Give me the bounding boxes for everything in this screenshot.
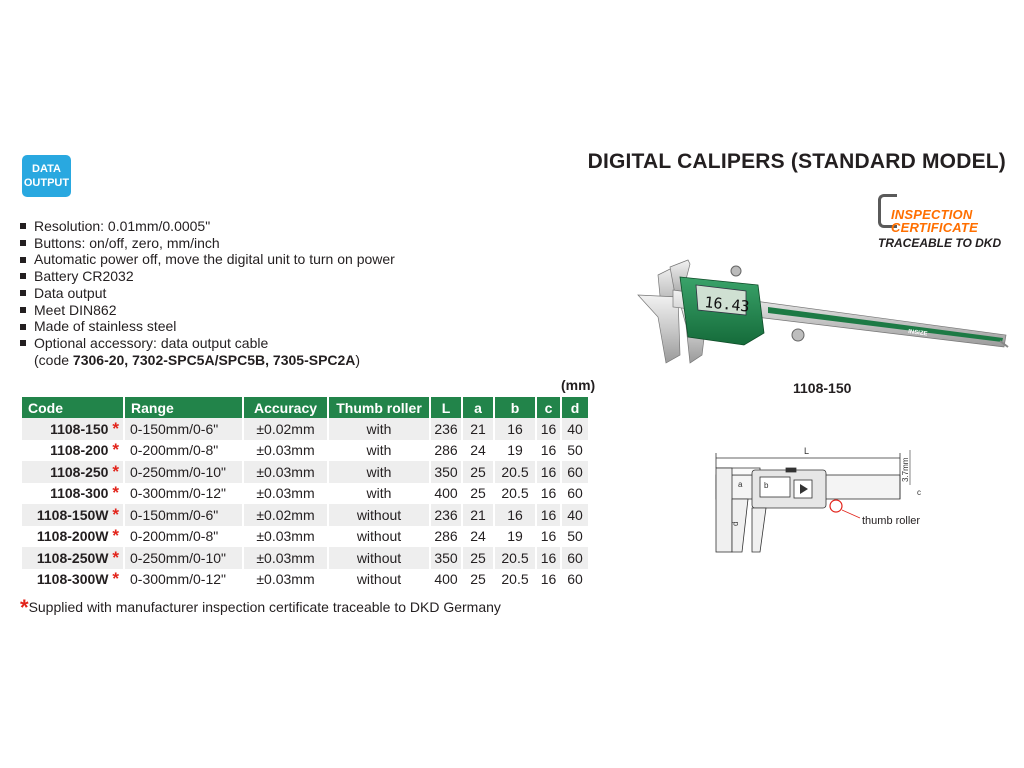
cell-a: 25 [462,461,494,483]
spec-table-body [22,418,589,590]
cell-code [22,461,124,483]
header-a: a [462,397,494,418]
cell-b: 19 [494,440,536,462]
cell-thumb-roller: without [328,569,430,591]
feature-item: Data output [20,285,395,302]
data-output-badge [22,155,71,197]
c-label: c [917,488,921,497]
thumb-roller-icon [792,329,804,341]
cell-code [22,440,124,462]
cell-accuracy: ±0.03mm [243,547,328,569]
cell-L: 286 [430,440,462,462]
cell-c: 16 [536,526,561,548]
cell-accuracy: ±0.02mm [243,418,328,440]
cell-d: 40 [561,418,589,440]
bullet-icon [20,340,26,346]
cell-code [22,483,124,505]
header-d: d [561,397,589,418]
cell-range: 0-150mm/0-6" [124,418,243,440]
cell-accuracy: ±0.02mm [243,504,328,526]
table-row [22,569,589,591]
photo-label: 1108-150 [793,380,852,396]
cell-range: 0-200mm/0-8" [124,526,243,548]
cell-c: 16 [536,418,561,440]
spec-table [22,397,590,590]
cell-c: 16 [536,547,561,569]
feature-item: Meet DIN862 [20,302,395,319]
cell-code [22,547,124,569]
footnote [20,592,501,618]
cell-code [22,526,124,548]
cell-accuracy: ±0.03mm [243,569,328,591]
cell-range: 0-200mm/0-8" [124,440,243,462]
cell-L: 350 [430,547,462,569]
cell-thumb-roller: with [328,483,430,505]
cell-d: 60 [561,569,589,591]
table-row [22,418,589,440]
unit-label: (mm) [561,377,596,393]
caliper-photo [618,255,1010,375]
badge-line-2: OUTPUT [23,177,70,189]
cell-range: 0-150mm/0-6" [124,504,243,526]
cell-b: 20.5 [494,547,536,569]
cell-L: 236 [430,418,462,440]
cell-code [22,418,124,440]
inspection-certificate-logo [876,192,1011,250]
cell-thumb-roller: without [328,547,430,569]
table-row [22,483,589,505]
code-text: 1108-200 [50,442,109,459]
header-b: b [494,397,536,418]
brand-mark: INSIZE [907,329,928,338]
cell-range: 0-300mm/0-12" [124,483,243,505]
table-row [22,526,589,548]
table-header-row [22,397,589,418]
certificate-star-icon: * [112,569,119,589]
table-row [22,547,589,569]
lcd-reading: 16.43 [703,293,751,316]
cell-L: 350 [430,461,462,483]
certificate-star-icon: * [112,504,119,524]
cell-thumb-roller: without [328,504,430,526]
cell-L: 400 [430,483,462,505]
cell-L: 286 [430,526,462,548]
code-text: 1108-200W [36,528,109,545]
cell-accuracy: ±0.03mm [243,461,328,483]
header-accuracy: Accuracy [243,397,328,418]
table-row [22,461,589,483]
cell-a: 25 [462,547,494,569]
cell-a: 24 [462,526,494,548]
diagram-fixed-jaw [716,468,732,552]
header-code: Code [22,397,124,418]
certificate-star-icon: * [112,526,119,546]
code-text: 1108-300W [36,571,109,588]
cell-c: 16 [536,504,561,526]
bullet-icon [20,273,26,279]
cell-thumb-roller: with [328,440,430,462]
cell-a: 25 [462,569,494,591]
cell-d: 50 [561,440,589,462]
cell-accuracy: ±0.03mm [243,526,328,548]
cell-thumb-roller: with [328,418,430,440]
L-label: L [804,446,810,456]
code-text: 1108-250 [50,463,109,480]
bullet-icon [20,223,26,229]
feature-item: Optional accessory: data output cable [20,335,395,352]
cell-b: 19 [494,526,536,548]
cell-d: 50 [561,526,589,548]
dimension-diagram [700,440,930,555]
cell-a: 21 [462,504,494,526]
cell-b: 16 [494,418,536,440]
cell-c: 16 [536,483,561,505]
code-text: 1108-300 [50,485,109,502]
header-c: c [536,397,561,418]
table-row [22,440,589,462]
bullet-icon [20,307,26,313]
cell-b: 20.5 [494,483,536,505]
cell-range: 0-250mm/0-10" [124,547,243,569]
cell-L: 236 [430,504,462,526]
certificate-star-icon: * [112,440,119,460]
certificate-line-2: CERTIFICATE [891,220,978,235]
header-thumb-roller: Thumb roller [328,397,430,418]
cell-code [22,569,124,591]
cell-b: 16 [494,504,536,526]
header-range: Range [124,397,243,418]
accessory-codes: (code 7306-20, 7302-SPC5A/SPC5B, 7305-SPC2A) [34,351,361,368]
feature-item: Resolution: 0.01mm/0.0005" [20,218,395,235]
certificate-star-icon: * [112,483,119,503]
certificate-star-icon: * [112,418,119,438]
cell-code [22,504,124,526]
a-label: a [738,480,743,489]
cell-a: 24 [462,440,494,462]
top-button-icon [731,266,741,276]
cell-a: 21 [462,418,494,440]
thumb-roller-marker-icon [830,500,842,512]
code-text: 1108-250W [36,549,109,566]
cell-L: 400 [430,569,462,591]
cell-thumb-roller: without [328,526,430,548]
cell-b: 20.5 [494,569,536,591]
feature-item: Made of stainless steel [20,318,395,335]
cell-c: 16 [536,440,561,462]
badge-line-1: DATA [32,163,61,175]
cell-d: 40 [561,504,589,526]
cell-range: 0-300mm/0-12" [124,569,243,591]
bullet-icon [20,290,26,296]
thumb-roller-label: thumb roller [862,515,921,527]
cell-thumb-roller: with [328,461,430,483]
thickness-label: 3.7mm [901,457,910,482]
cell-c: 16 [536,569,561,591]
bullet-icon [20,240,26,246]
cell-d: 60 [561,483,589,505]
cell-a: 25 [462,483,494,505]
footnote-text: Supplied with manufacturer inspection certificate traceable to DKD Germany [28,599,501,615]
header-L: L [430,397,462,418]
cell-c: 16 [536,461,561,483]
certificate-line-3: TRACEABLE TO DKD [878,236,1002,250]
table-row [22,504,589,526]
code-text: 1108-150 [50,420,109,437]
bullet-icon [20,257,26,263]
code-text: 1108-150W [36,506,109,523]
footnote-star: * [20,595,29,620]
cell-range: 0-250mm/0-10" [124,461,243,483]
certificate-star-icon: * [112,547,119,567]
bullet-icon [20,324,26,330]
cell-d: 60 [561,547,589,569]
certificate-line-1: INSPECTION [891,207,973,222]
cell-accuracy: ±0.03mm [243,440,328,462]
cell-d: 60 [561,461,589,483]
feature-item: Battery CR2032 [20,268,395,285]
feature-item: Buttons: on/off, zero, mm/inch [20,235,395,252]
cell-b: 20.5 [494,461,536,483]
cell-accuracy: ±0.03mm [243,483,328,505]
certificate-star-icon: * [112,461,119,481]
page-title: DIGITAL CALIPERS (STANDARD MODEL) [587,150,1006,173]
feature-list [20,218,395,368]
b-label: b [764,481,769,490]
feature-item: Automatic power off, move the digital unit to turn on power [20,251,395,268]
d-label: d [731,521,740,526]
